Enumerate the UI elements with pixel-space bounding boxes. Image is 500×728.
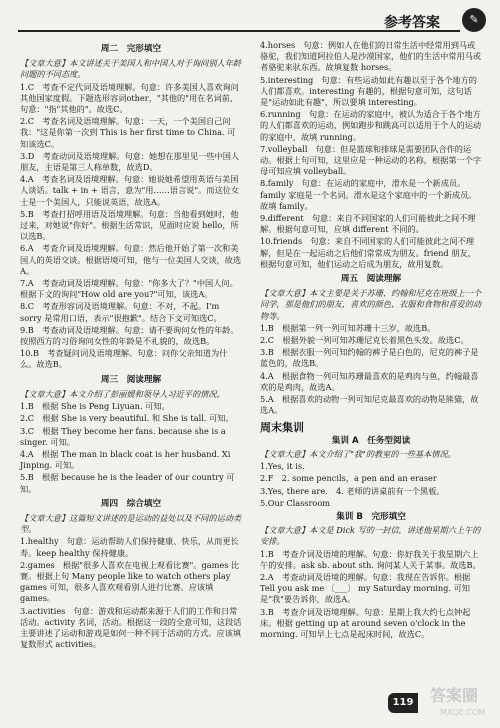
answer-item: 8.family 句意：在运动的家庭中，滑水是一个新成员。family 家庭是一个名词。滑水是这个家庭中的一个新成员。故填 family。 xyxy=(260,178,477,211)
answer-item: 2.C 根据外貌一列可知苏珊尼克长着黑色头发。故选C。 xyxy=(260,335,469,346)
answer-item: 1.B 根据第一列一列可知苏珊十三岁，故选B。 xyxy=(260,322,436,333)
page-header xyxy=(0,0,500,40)
answer-item: 10.friends 句意：来自不同国家的人们可能彼此之间不理解，但是在一起运动之后他们常常成为朋友。friend 朋友，根据句意可知，他们运动之后成为朋友，故用复数。 xyxy=(260,236,476,269)
answer-item: 1.B 根据 She is Peng Liyuan. 可知。 xyxy=(20,401,170,412)
answer-item: 1.B 考查介词及语境的理解。句意：你好我关于我星期六上午的安排。ask sb. about sth. 询问某人关于某事。故选B。 xyxy=(260,548,481,570)
article-summary: 【文章大意】本文是 Dick 写的一封信，讲述他星期六上午的安排。 xyxy=(260,525,481,547)
answer-item: 4.A 考查名词及语境理解。句意：她说她希望用英语与美国人谈话。talk + in + 语言，意为"用……语言说"。而这位女士是一个美国人，只能说英语，故选A。 xyxy=(20,174,240,207)
answer-item: 9.different 句意：来自不同国家的人们可能彼此之间不理解。根据句意可知，应填 different 不同的。 xyxy=(260,213,476,235)
article-summary: 【文章大意】本文介绍了彭丽媛和领导人习近平的情况。 xyxy=(20,388,225,399)
answer-item: 5.B 考查打招呼用语及语境理解。句意：当他看到她时，他过来，对她说"你好"。根据生活常识，见面时应说 hello，所以选B。 xyxy=(20,208,239,242)
answer-item: 3.B 考查介词及语境理解。句意：星期上我大约七点钟起床。根据 getting up at around seven o'clock in the morning. 可知早上七点是起床时间，故选C。 xyxy=(260,606,471,639)
answer-item: 2.A 考查动词及语境的理解。句意：我现在告诉你。根据 Tell you ask me 〔___〕 my Saturday morning. 可知是"我"要告诉你，故选A。 xyxy=(260,571,471,605)
answer-item: 6.A 考查介词及语境理解。句意：然后他开始了第一次和美国人的英语交谈。根据语境可知，他与一位美国人交谈，故选A。 xyxy=(20,243,242,276)
article-summary: 【文章大意】本文介绍了"我"的教室的一些基本情况。 xyxy=(260,448,456,459)
answer-item: 3.C 根据 They become her fans. because she is a singer. 可知。 xyxy=(20,425,226,447)
answer-item: 5.Our Classroom xyxy=(260,497,331,508)
answer-item: 3.D 考查动词及语境理解。句意：她想在那里见一些中国人朋友，主语是第三人称单数，故选D。 xyxy=(20,150,240,173)
answer-item: 9.B 考查动词及语境理解。句意：请不要询问女性的年龄。按照西方的习俗询问女性的年龄是不礼貌的，故选B。 xyxy=(20,324,239,347)
answer-item: 3.B 根据衣服一列可知约翰的裤子是白色的，尼克的裤子是蓝色的，故选B。 xyxy=(260,347,479,369)
answer-item: 2.C 考查名词及语境理解。句意：一天，一个美国自己问我："这是你第一次到 This is her first time to China. 可知该选C。 xyxy=(20,116,236,149)
article-summary: 【文章大意】本文主要是关于苏珊、约翰和尼克在班级上一个同学，那是他们的朋友，喜欢的颜色、衣服和食物和喜爱的动物等。 xyxy=(260,288,482,321)
answer-item: 6.running 句意：在运动的家庭中，被认为适合于各个地方的人们都喜欢的运动，例如跑步和跳高可以适用于个人的运动的家庭中，故填 running。 xyxy=(260,109,482,142)
answer-item: 2.C 根据 She is very beautiful. 和 She is tall. 可知。 xyxy=(20,413,234,424)
answer-item: 2.games 根据"很多人喜欢在电视上观看比赛"。games 比赛。根据上句 Many people like to watch others play games 可知，很多人喜欢观看别人进行比赛。应该填 games。 xyxy=(20,559,240,604)
left-column xyxy=(20,40,242,651)
page-number: 119 xyxy=(388,693,418,713)
answer-item: 4.horses 句意：例如人在他们的日常生活中经常用到马或骆驼，我们知道阿拉伯人是沙漠国家，他们的生活中常用马或者骆驼来驮东西。故填复数 horses。 xyxy=(260,40,482,73)
answer-item: 1.Yes, it is. xyxy=(260,461,305,472)
answer-item: 4.A 根据 The man in black coat is her husband. Xi Jinping. 可知。 xyxy=(20,448,231,471)
answer-item: 4.A 根据食物一列可知苏珊最喜欢的是鸡肉与鱼，约翰最喜欢的是鸡肉，故选A。 xyxy=(260,370,479,392)
answer-item: 7.A 考查动词及语境理解。句意："你多大了？"中国人问。根据下文的询问"How old are you?"可知，该选A。 xyxy=(20,278,238,300)
section-heading: 周末集训 xyxy=(260,420,304,434)
answer-item: 7.volleyball 句意：但是篮球和排球是需要团队合作的运动。根据上句可知，这里应是一种运动的名称，根据第一个字母可知应填 volleyball。 xyxy=(260,143,482,177)
subsection-heading: 集训 B 完形填空 xyxy=(336,511,406,522)
answer-item: 5.A 根据喜欢的动物一列可知尼克最喜欢的动物是熊猫，故选A。 xyxy=(260,394,479,416)
answer-item: 5.interesting 句意：有些运动如此有趣以至于各个地方的人们都喜欢。interesting 有趣的，根据句意可知，这句话是"运动如此有趣"，所以要填 interesting。 xyxy=(260,74,477,108)
answer-item: 5.B 根据 because he is the leader of our country 可知。 xyxy=(20,472,235,494)
watermark-url: MXQE.COM xyxy=(440,708,486,717)
right-column xyxy=(260,40,482,641)
subsection-heading: 周三 阅读理解 xyxy=(100,374,162,385)
header-title: 参考答案 xyxy=(384,15,440,31)
article-summary: 【文章大意】这篇短文讲述的是运动的益处以及不同的运动类型。 xyxy=(20,512,242,535)
answer-item: 8.C 考查形容词及语境理解。句意：不对，不起。I'm sorry 是常用口语，表示"很抱歉"。结合下文可知选C。 xyxy=(20,301,222,323)
answer-item: 1.healthy 句意：运动帮助人们保持健康、快乐，从而更长寿。keep healthy 保持健康。 xyxy=(20,536,239,558)
answer-item: 1.C 考查不定代词及语境理解。句意：许多美国人喜欢询问其他国家度假。下题选形容词other，"其他的"用在名词前，句意："指"其他的"。故选C。 xyxy=(20,81,239,115)
article-summary: 【文章大意】本文讲述关于美国人和中国人对于询问别人年龄问题的不同态度。 xyxy=(20,58,242,80)
watermark-logo: 答案圈 xyxy=(430,686,479,705)
subsection-heading: 周二 完形填空 xyxy=(100,44,162,54)
subsection-heading: 周五 阅读理解 xyxy=(340,274,402,285)
answer-item: 3.Yes, there are. 4. 老师的讲桌前有一个黑板。 xyxy=(260,485,445,496)
book-logo-icon: ✎ xyxy=(462,8,486,32)
subsection-heading: 集训 A 任务型阅读 xyxy=(331,435,411,446)
answer-item: 2.F 2. some pencils，a pen and an eraser xyxy=(260,473,437,484)
answer-item: 10.B 考查疑问词及语境理解。句意：问你父亲知道为什么。故选B。 xyxy=(20,348,228,370)
answer-item: 3.activities 句意：游戏和运动都来源于人们的工作和日常活动。activity 名词，活动。根据这一段的全意可知，这段话主要讲述了运动和游戏是如何一种不同于活动的方式。应该填复数形式 activities。 xyxy=(20,605,242,650)
subsection-heading: 周四 综合填空 xyxy=(100,498,162,509)
